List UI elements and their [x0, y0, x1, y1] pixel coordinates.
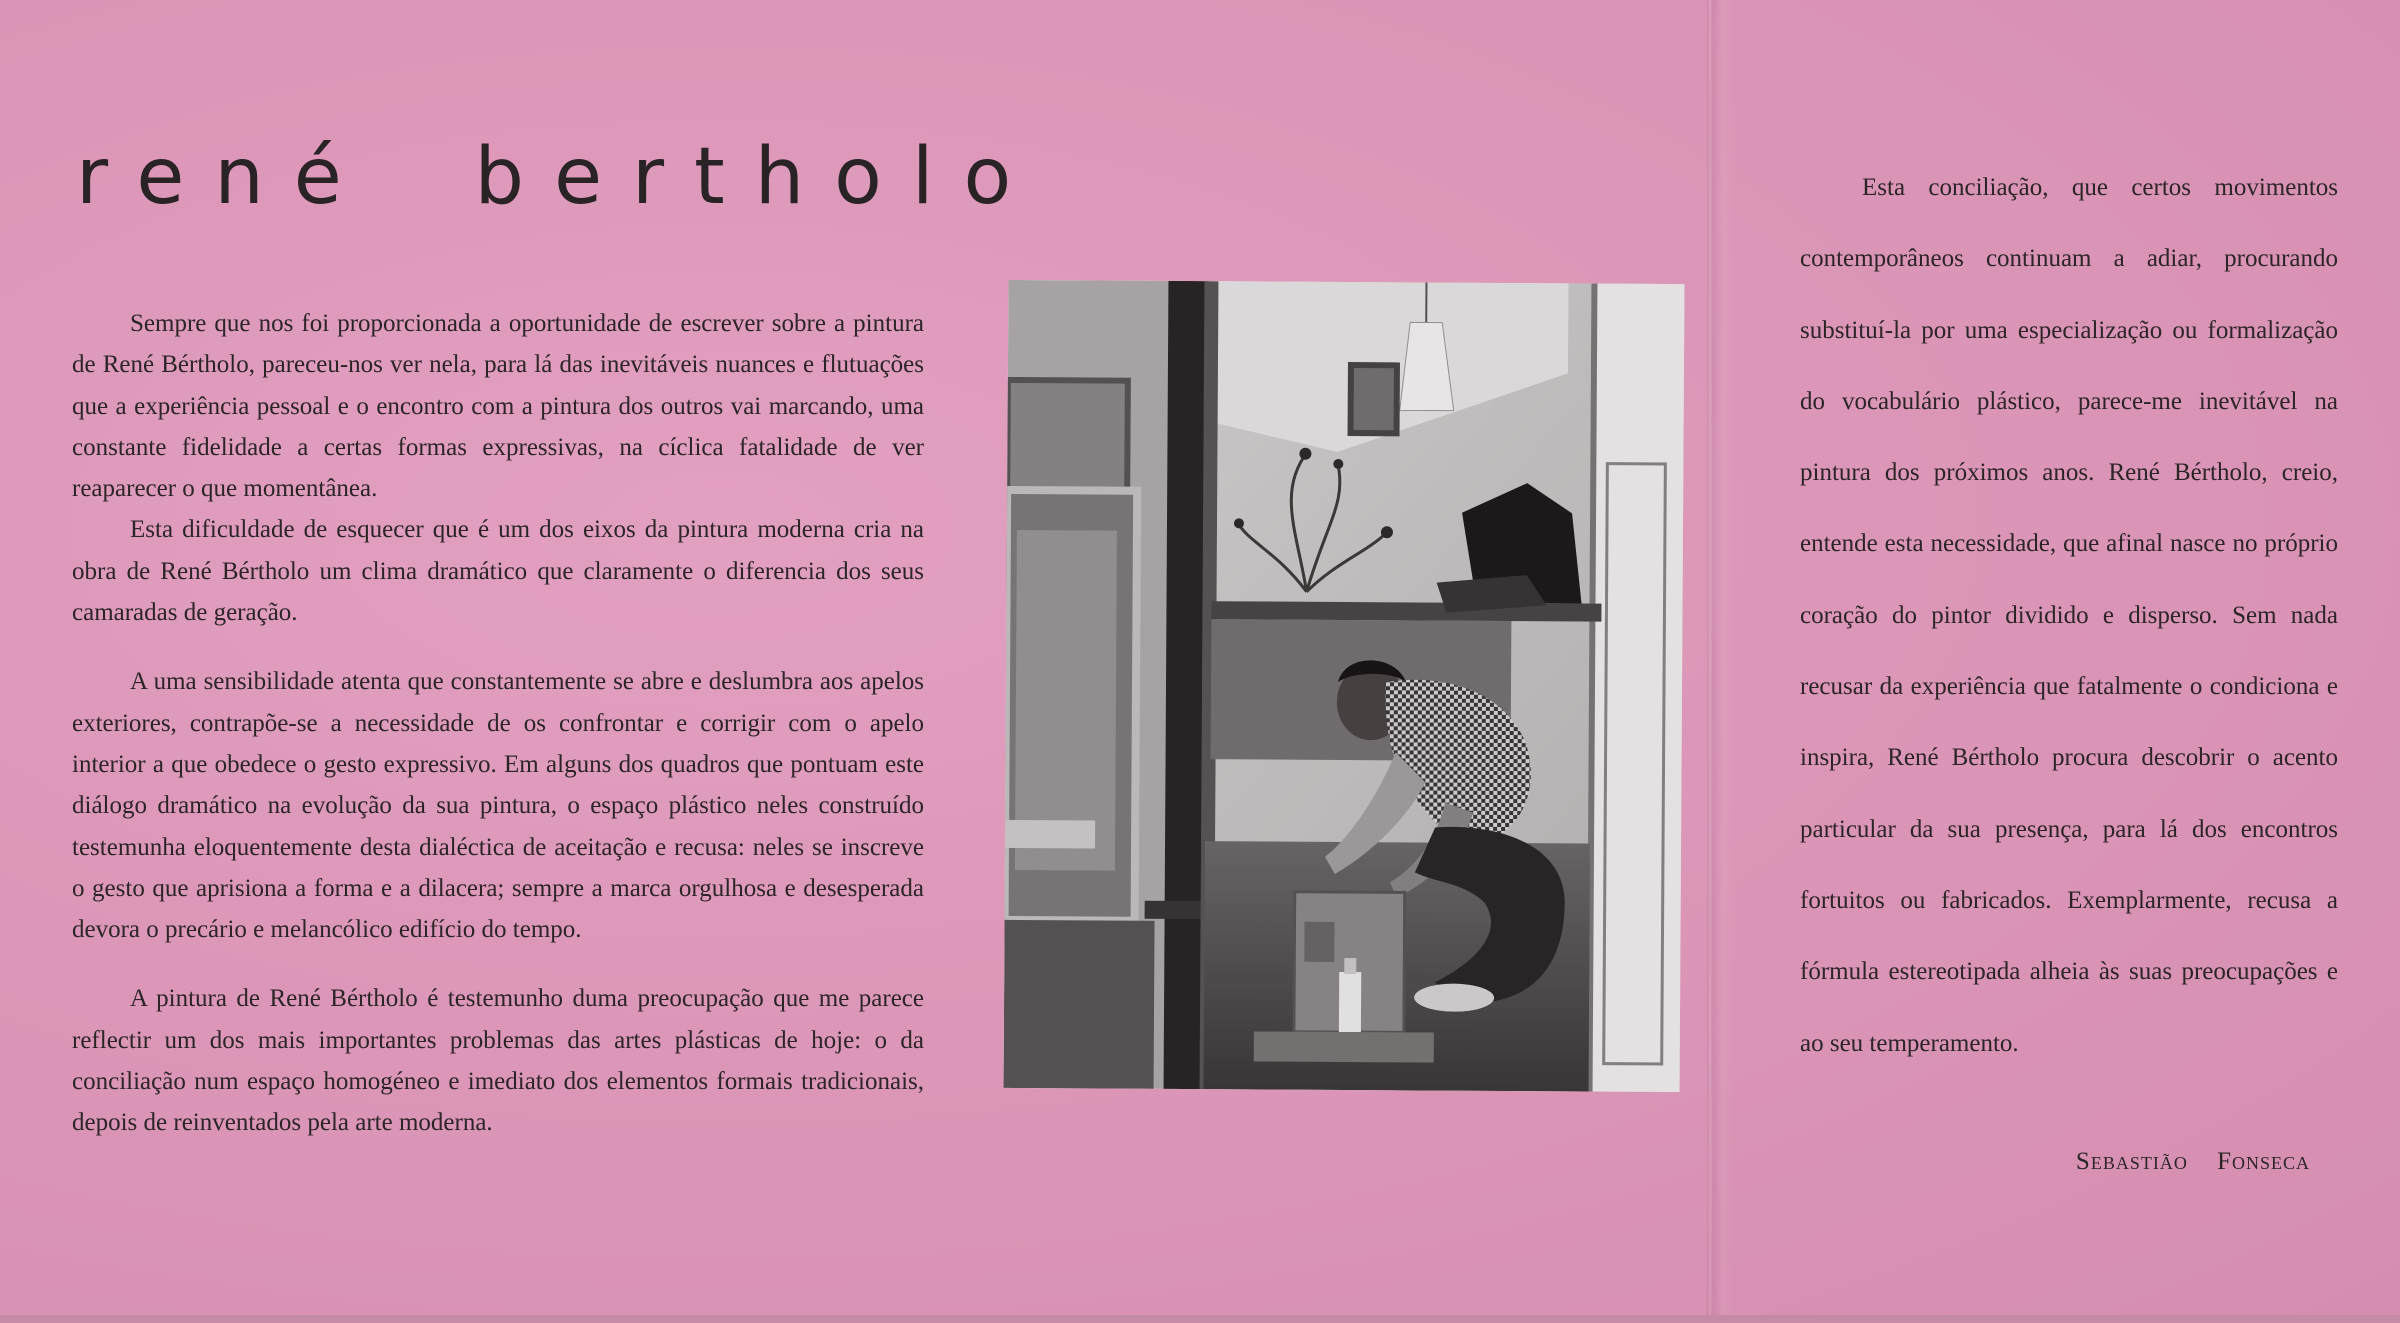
paragraph-5: Esta conciliação, que certos movimentos contemporâneos continuam a adiar, procurando substituí-la por uma especialização ou formalização do vocabulário plástico, parece-me inevitável na pintura dos próximos anos. René Bértholo, creio, entende esta necessidade, que afinal nasce no próprio coração do pintor dividido e disperso. Sem nada recusar da experiência que fatalmente o condiciona e inspira, René Bértholo procura descobrir o acento particular da sua presença, para lá dos encontros fortuitos ou fabricados. Exemplarmente, recusa a fórmula estereotipada alheia às suas preocupações e ao seu temperamento.	[1800, 174, 2338, 1057]
page-fold	[1707, 0, 1713, 1323]
bottom-edge	[0, 1315, 2400, 1323]
left-text-column	[72, 303, 924, 1144]
page-title: rené bertholo	[76, 132, 1042, 222]
author-signature: Sebastião Fonseca	[2075, 1148, 2310, 1175]
photo-image	[1004, 280, 1685, 1092]
right-text-column	[1800, 152, 2338, 1079]
paragraph-2: Esta dificuldade de esquecer que é um dos eixos da pintura moderna cria na obra de René Bértholo um clima dramático que claramente o diferencia dos seus camaradas de geração.	[72, 516, 924, 627]
photo-artist-at-work	[1004, 280, 1685, 1092]
paragraph-1: Sempre que nos foi proporcionada a oportunidade de escrever sobre a pintura de René Bértholo, pareceu-nos ver nela, para lá das inevitáveis nuances e flutuações que a experiência pessoal e o encontro com a pintura dos outros vai marcando, uma constante fidelidade a certas formas expressivas, na cíclica fatalidade de ver reaparecer o que momentânea.	[72, 310, 924, 503]
paragraph-3: A uma sensibilidade atenta que constantemente se abre e deslumbra aos apelos exteriores, contrapõe-se a necessidade de os confrontar e corrigir com o apelo interior a que obedece o gesto expressivo. Em alguns dos quadros que pontuam este diálogo dramático na evolução da sua pintura, o espaço plástico neles construído testemunha eloquentemente desta dialéctica de aceitação e recusa: neles se inscreve o gesto que aprisiona a forma e a dilacera; sempre a marca orgulhosa e desesperada devora o precário e melancólico edifício do tempo.	[72, 668, 924, 944]
paragraph-4: A pintura de René Bértholo é testemunho duma preocupação que me parece reflectir um dos mais importantes problemas das artes plásticas de hoje: o da conciliação num espaço homogéneo e imediato dos elementos formais tradicionais, depois de reinventados pela arte moderna.	[72, 985, 924, 1137]
